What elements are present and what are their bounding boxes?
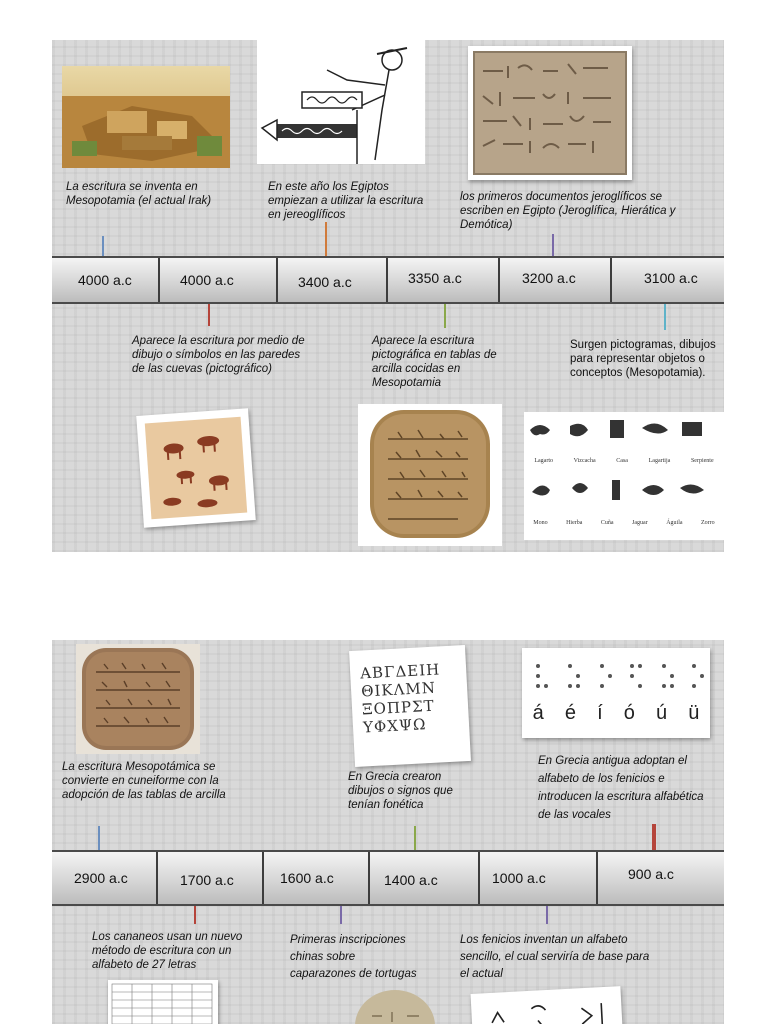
tick-above-3 xyxy=(552,234,554,256)
event-below-3: Surgen pictogramas, dibujos para representar objetos o conceptos (Mesopotamia). xyxy=(570,339,716,379)
cuneiform-tablet-image xyxy=(76,644,200,754)
pictogram-label: Vizcacha xyxy=(573,458,596,464)
event-above-6: En Grecia antigua adoptan el alfabeto de los fenicios e introducen la escritura alfabética de las vocales xyxy=(538,755,704,821)
event-above-1: La escritura se inventa en Mesopotamia (el actual Irak) xyxy=(66,181,212,207)
date-3350: 3350 a.c xyxy=(408,270,462,286)
event-below-6: Los fenicios inventan un alfabeto sencillo, el cual serviría de base para el actual xyxy=(460,934,650,980)
tick-below-3 xyxy=(664,304,666,330)
turtle-shell-inscription-image xyxy=(352,986,438,1024)
event-above-2: En este año los Egiptos empiezan a utilizar la escritura en jereoglíficos xyxy=(268,181,424,221)
date-1000: 1000 a.c xyxy=(492,870,546,886)
pictogram-label: Cuña xyxy=(600,520,614,526)
date-4000-a: 4000 a.c xyxy=(78,272,132,288)
tick-above-2 xyxy=(325,222,327,256)
pictogram-label: Jaguar xyxy=(632,520,648,526)
event-above-3: los primeros documentos jeroglíficos se escriben en Egipto (Jeroglífica, Hierática y Demótica) xyxy=(460,191,676,231)
date-900: 900 a.c xyxy=(628,866,674,882)
separator xyxy=(262,852,264,904)
tick-above-6 xyxy=(652,824,656,850)
greek-row: ΞΟΠΡΣΤ xyxy=(361,696,436,719)
pictograms-image xyxy=(524,412,724,540)
event-below-1: Aparece la escritura por medio de dibujo o símbolos en las paredes de las cuevas (pictográfico) xyxy=(132,335,305,375)
pictogram-label: Zorro xyxy=(701,520,715,526)
tick-above-5 xyxy=(414,826,416,852)
canaanite-alphabet-table-image xyxy=(108,980,218,1024)
tick-below-2 xyxy=(444,304,446,328)
greek-row: ΑΒΓΔΕΙΗ xyxy=(359,660,441,683)
pictogram-labels-row2 xyxy=(524,520,724,526)
vowel: ó xyxy=(623,702,635,724)
hieroglyph-stone-image xyxy=(468,46,632,180)
vowel: é xyxy=(564,702,576,724)
vowels-row xyxy=(522,702,710,725)
greek-row: ΥΦΧΨΩ xyxy=(362,715,427,737)
event-below-5: Primeras inscripciones chinas sobre caparazones de tortugas xyxy=(290,934,417,980)
date-1700: 1700 a.c xyxy=(180,872,234,888)
date-3200: 3200 a.c xyxy=(522,270,576,286)
tick-below-1 xyxy=(208,304,210,326)
tick-above-4 xyxy=(98,826,100,850)
pictogram-label: Casa xyxy=(616,458,628,464)
pictogram-label: Lagarto xyxy=(534,458,553,464)
greek-alphabet-image xyxy=(349,645,471,767)
timeline-panel-1 xyxy=(52,40,724,552)
pictogram-label: Hierba xyxy=(566,520,583,526)
pictogram-labels-row1 xyxy=(524,458,724,464)
vowel: ü xyxy=(688,702,700,724)
timeline-bar-1 xyxy=(52,256,724,304)
event-below-4: Los cananeos usan un nuevo método de escritura con un alfabeto de 27 letras xyxy=(92,931,243,971)
timeline-panel-2 xyxy=(52,640,724,1024)
pictogram-label: Serpiente xyxy=(690,458,714,464)
separator xyxy=(158,258,160,302)
cave-painting-image xyxy=(136,408,256,528)
separator xyxy=(156,852,158,904)
greek-row: ΘΙΚΛΜΝ xyxy=(360,678,437,701)
tick-below-5 xyxy=(340,906,342,924)
separator xyxy=(276,258,278,302)
tick-above-1 xyxy=(102,236,104,256)
phoenician-alphabet-image xyxy=(471,986,624,1024)
separator xyxy=(386,258,388,302)
braille-vowels-image xyxy=(522,648,710,738)
vowel: í xyxy=(597,702,603,724)
vowel: ú xyxy=(656,702,668,724)
pictogram-label: Águila xyxy=(666,520,683,526)
separator xyxy=(478,852,480,904)
date-4000-b: 4000 a.c xyxy=(180,272,234,288)
event-above-4: La escritura Mesopotámica se convierte en cuneiforme con la adopción de las tablas de arcilla xyxy=(62,761,226,801)
egyptian-scribe-image xyxy=(257,40,425,164)
clay-tablet-image xyxy=(358,404,502,546)
date-1400: 1400 a.c xyxy=(384,872,438,888)
pictogram-label: Lagartija xyxy=(648,458,671,464)
date-3400: 3400 a.c xyxy=(298,274,352,290)
separator xyxy=(610,258,612,302)
separator xyxy=(368,852,370,904)
mesopotamia-city-image xyxy=(62,66,230,168)
separator xyxy=(596,852,598,904)
vowel: á xyxy=(532,702,544,724)
tick-below-4 xyxy=(194,906,196,924)
timeline-bar-2 xyxy=(52,850,724,906)
event-below-2: Aparece la escritura pictográfica en tablas de arcilla cocidas en Mesopotamia xyxy=(372,335,497,389)
event-above-5: En Grecia crearon dibujos o signos que tenían fonética xyxy=(348,771,453,811)
separator xyxy=(498,258,500,302)
tick-below-6 xyxy=(546,906,548,924)
date-1600: 1600 a.c xyxy=(280,870,334,886)
date-2900: 2900 a.c xyxy=(74,870,128,886)
date-3100: 3100 a.c xyxy=(644,270,698,286)
pictogram-label: Mono xyxy=(533,520,548,526)
